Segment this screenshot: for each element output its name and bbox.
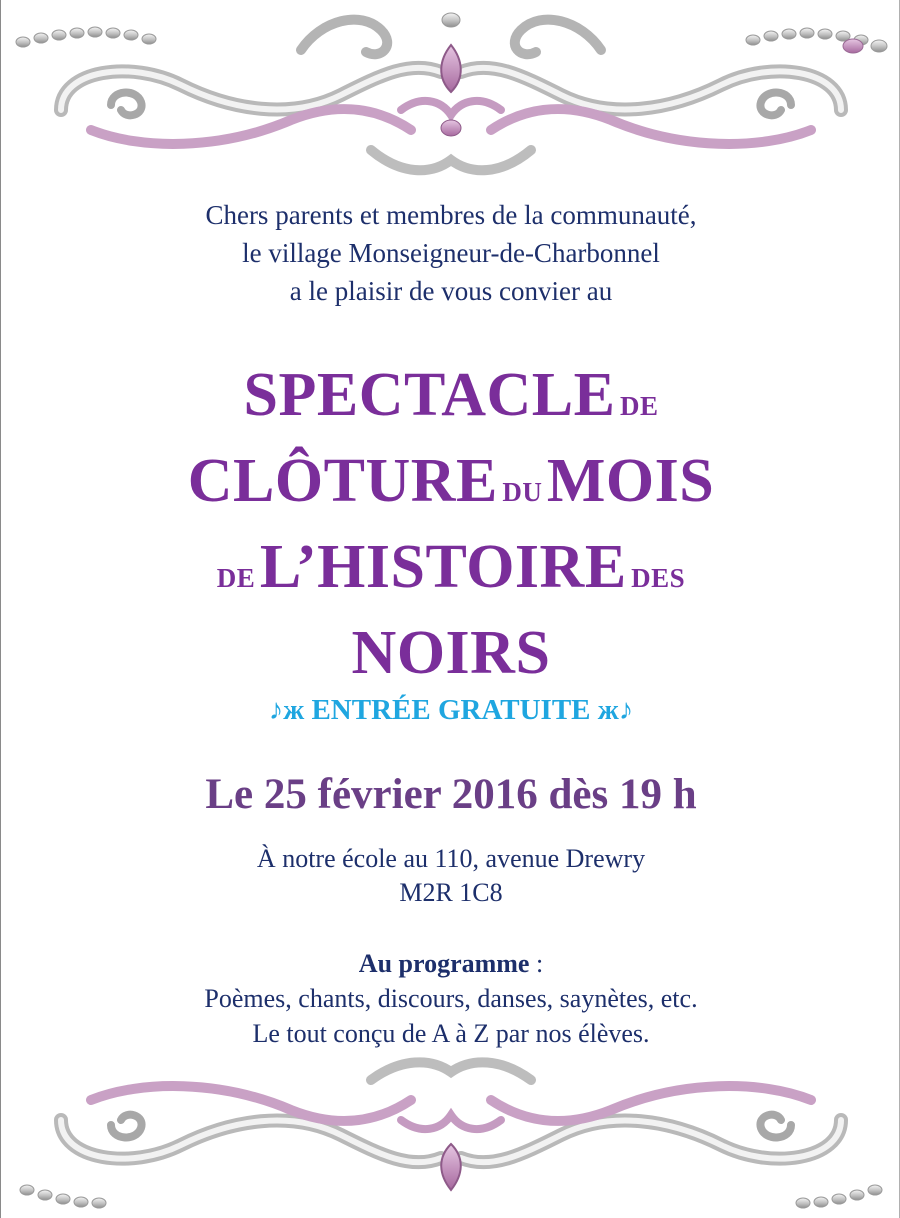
bottom-scroll-ornament <box>1 1050 900 1218</box>
title-line-1 <box>1 360 900 446</box>
program-heading <box>1 946 900 981</box>
title-word-de-2: DE <box>216 563 256 593</box>
program-line-2: Le tout conçu de A à Z par nos élèves. <box>252 1019 650 1048</box>
program-label-suffix: : <box>529 949 544 978</box>
intro-line-2: le village Monseigneur-de-Charbonnel <box>242 238 660 268</box>
intro-line-1: Chers parents et membres de la communauté, <box>205 200 697 230</box>
title-line-2 <box>1 446 900 532</box>
program-line-1: Poèmes, chants, discours, danses, saynètes, etc. <box>204 984 698 1013</box>
title-word-de: DE <box>619 391 659 421</box>
invitation-intro <box>1 196 900 310</box>
intro-line-3: a le plaisir de vous convier au <box>289 276 613 306</box>
program-label: Au programme <box>358 949 530 978</box>
address-line-1: À notre école au 110, avenue Drewry <box>256 844 646 873</box>
title-word-des: DES <box>631 563 686 593</box>
free-entry-notice: ♪ж ENTRÉE GRATUITE ж♪ <box>268 694 634 726</box>
program-section <box>1 946 900 1051</box>
event-address <box>1 842 900 910</box>
event-date: Le 25 février 2016 dès 19 h <box>205 771 697 818</box>
title-word-cloture: CLÔTURE <box>187 447 498 515</box>
title-word-histoire: L’HISTOIRE <box>259 533 627 601</box>
title-line-3 <box>1 532 900 618</box>
title-word-spectacle: SPECTACLE <box>243 361 616 429</box>
top-scroll-ornament <box>1 0 900 190</box>
title-word-du: DU <box>502 477 543 507</box>
event-title <box>1 360 900 704</box>
title-word-noirs: NOIRS <box>351 619 551 687</box>
title-word-mois: MOIS <box>546 447 715 515</box>
address-postal-code: M2R 1C8 <box>399 878 503 907</box>
